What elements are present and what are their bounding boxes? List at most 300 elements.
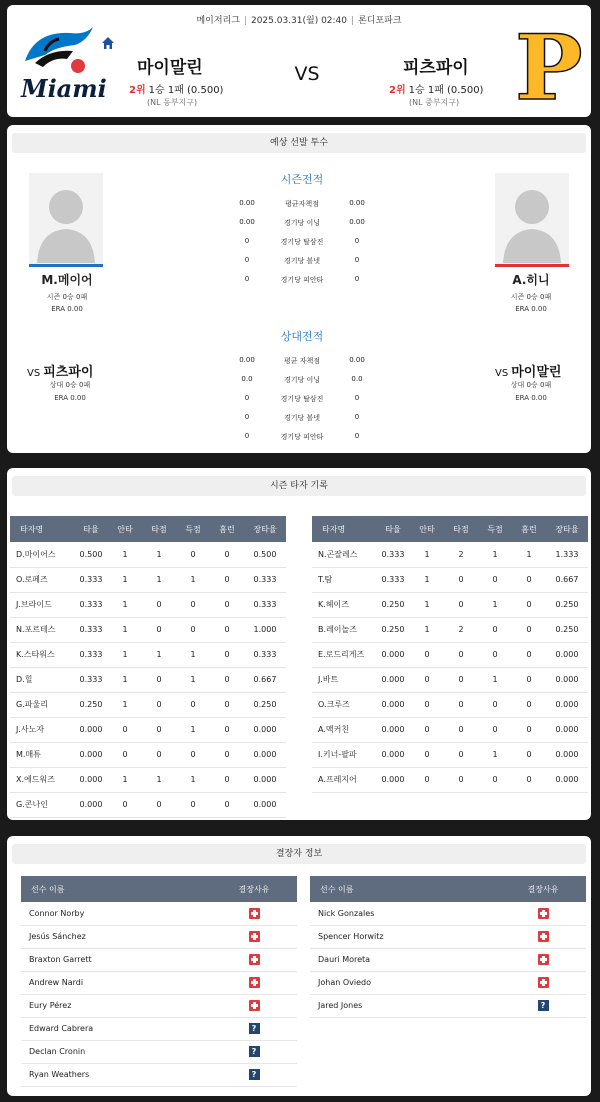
- question-mark-icon: ?: [249, 1069, 260, 1080]
- away-record-text: 1승 1패 (0.500): [408, 85, 484, 96]
- batter-row: [10, 742, 286, 767]
- batter-stat: 0.000: [244, 717, 286, 742]
- batter-stat: 0.000: [546, 692, 588, 717]
- injury-reason-cell: [500, 948, 586, 971]
- batter-stat: 0: [444, 767, 478, 792]
- pitcher-stat-row: [227, 432, 377, 451]
- batter-stat: 0.000: [244, 742, 286, 767]
- batter-stat: 1: [478, 542, 512, 567]
- away-pitcher-vs-era: ERA 0.00: [515, 394, 547, 402]
- batter-stat: 1: [142, 767, 176, 792]
- batter-stat: 0: [444, 692, 478, 717]
- pitcher-stat-row: [227, 413, 377, 432]
- injured-player-name[interactable]: Ryan Weathers: [21, 1063, 211, 1086]
- stadium-label: 론디포파크: [358, 16, 402, 26]
- batter-name[interactable]: N.곤잘레스: [312, 542, 376, 567]
- batter-stat: 1: [142, 642, 176, 667]
- batter-stat: 0: [210, 592, 244, 617]
- batter-stat: 0: [444, 567, 478, 592]
- batter-stat: 0: [176, 617, 210, 642]
- injury-reason-cell: [211, 971, 297, 994]
- pitcher-stat-row: [227, 218, 377, 237]
- column-header[interactable]: 안타: [108, 516, 142, 542]
- league-label: 메이저리그: [196, 16, 240, 26]
- batter-stat: 1: [108, 617, 142, 642]
- batter-stat: 0: [210, 642, 244, 667]
- batter-stat: 0.000: [376, 717, 410, 742]
- batter-stat: 0: [512, 692, 546, 717]
- injury-reason-cell: [500, 971, 586, 994]
- injury-cross-icon: [538, 954, 549, 965]
- batter-stat: 0.250: [376, 592, 410, 617]
- batter-stat: 0: [210, 767, 244, 792]
- batter-name[interactable]: J.바트: [312, 667, 376, 692]
- injury-row: [21, 1017, 297, 1040]
- batter-row: [312, 742, 588, 767]
- injury-row: [21, 1063, 297, 1086]
- injury-header-row: [21, 876, 297, 902]
- batter-name[interactable]: N.포르테스: [10, 617, 74, 642]
- batter-stat: 0: [478, 717, 512, 742]
- batter-stat: 0: [176, 692, 210, 717]
- injury-cross-icon: [249, 977, 260, 988]
- injured-player-name[interactable]: Edward Cabrera: [21, 1017, 211, 1040]
- column-header[interactable]: 타자명: [312, 516, 376, 542]
- batter-stat: 2: [444, 542, 478, 567]
- home-team-record: [129, 81, 223, 96]
- column-header[interactable]: 타율: [74, 516, 108, 542]
- batter-stat: 0: [176, 592, 210, 617]
- home-pitcher-season: 시즌 0승 0패: [46, 293, 88, 301]
- batter-name[interactable]: A.프레지어: [312, 767, 376, 792]
- season-stats-title: 시즌전적: [280, 173, 324, 186]
- batter-stat: 0: [210, 792, 244, 817]
- injured-player-name[interactable]: Eury Pérez: [21, 994, 211, 1017]
- injured-player-name[interactable]: Spencer Horwitz: [310, 925, 500, 948]
- batter-stat: 0.000: [546, 767, 588, 792]
- batter-stat: 1: [108, 542, 142, 567]
- batter-stat: 0.250: [546, 617, 588, 642]
- batter-stat: 0: [176, 742, 210, 767]
- injury-reason-cell: [211, 1017, 297, 1040]
- column-header[interactable]: 타자명: [10, 516, 74, 542]
- column-header: 선수 이름: [21, 876, 211, 902]
- batter-stat: 0.333: [244, 642, 286, 667]
- injury-row: [310, 971, 586, 994]
- away-batters-table: [312, 516, 588, 793]
- injury-reason-cell: [211, 925, 297, 948]
- injured-player-name[interactable]: Braxton Garrett: [21, 948, 211, 971]
- column-header: 결장사유: [500, 876, 586, 902]
- batters-header-row: [10, 516, 286, 542]
- away-stat-value: 0: [354, 432, 360, 440]
- batter-stat: 0: [444, 642, 478, 667]
- batter-row: [312, 642, 588, 667]
- injury-row: [310, 925, 586, 948]
- batter-stat: 0: [512, 567, 546, 592]
- home-injury-table: [21, 876, 297, 1087]
- batter-stat: 0.000: [546, 642, 588, 667]
- pitcher-stat-row: [227, 256, 377, 275]
- batter-row: [10, 617, 286, 642]
- batter-name[interactable]: G.콘나인: [10, 792, 74, 817]
- batter-stat: 0: [176, 542, 210, 567]
- stat-label: 평균 자책점: [283, 357, 321, 365]
- column-header[interactable]: 득점: [176, 516, 210, 542]
- vs-small-label: VS: [495, 368, 509, 379]
- season-batters-section: [7, 468, 591, 820]
- batter-stat: 0.333: [74, 667, 108, 692]
- away-stat-value: 0.00: [349, 356, 365, 364]
- away-stat-value: 0.0: [351, 375, 363, 383]
- injured-player-name[interactable]: Connor Norby: [21, 902, 211, 925]
- batter-stat: 1.333: [546, 542, 588, 567]
- injury-cross-icon: [538, 908, 549, 919]
- batter-name[interactable]: K.헤이즈: [312, 592, 376, 617]
- batter-stat: 0: [142, 717, 176, 742]
- batters-section-title: 시즌 타자 기록: [12, 476, 586, 496]
- home-stat-value: 0.0: [241, 375, 253, 383]
- batter-stat: 0: [512, 767, 546, 792]
- batter-name[interactable]: G.파울리: [10, 692, 74, 717]
- injury-reason-cell: [500, 925, 586, 948]
- batter-stat: 0: [142, 592, 176, 617]
- home-stat-value: 0.00: [239, 218, 255, 226]
- batter-name[interactable]: O.로페즈: [10, 567, 74, 592]
- batter-stat: 0: [410, 642, 444, 667]
- batter-stat: 0: [410, 692, 444, 717]
- batter-stat: 0.000: [376, 742, 410, 767]
- injury-reason-cell: [500, 902, 586, 925]
- away-pitcher-vs-record: 상대 0승 0패: [510, 381, 552, 389]
- injury-row: [310, 994, 586, 1017]
- batter-row: [312, 592, 588, 617]
- batter-stat: 0: [478, 567, 512, 592]
- pitcher-stat-row: [227, 237, 377, 256]
- injured-player-name[interactable]: Nick Gonzales: [310, 902, 500, 925]
- batter-row: [10, 642, 286, 667]
- batter-stat: 0: [210, 567, 244, 592]
- column-header: 결장사유: [211, 876, 297, 902]
- home-pitcher-vs-team: [27, 361, 93, 380]
- batter-stat: 0: [512, 617, 546, 642]
- batter-stat: 0: [478, 642, 512, 667]
- batter-row: [312, 717, 588, 742]
- injury-row: [21, 1040, 297, 1063]
- batter-stat: 0: [108, 792, 142, 817]
- batter-stat: 0.000: [376, 692, 410, 717]
- batter-stat: 0: [444, 717, 478, 742]
- column-header[interactable]: 장타율: [244, 516, 286, 542]
- batter-stat: 0.000: [74, 792, 108, 817]
- injury-row: [21, 902, 297, 925]
- batter-stat: 0.000: [74, 717, 108, 742]
- batter-stat: 1: [410, 567, 444, 592]
- match-datetime: 2025.03.31(월) 02:40: [250, 16, 348, 26]
- batter-stat: 0: [410, 717, 444, 742]
- stat-label: 경기당 볼넷: [283, 257, 321, 265]
- batter-stat: 1: [108, 642, 142, 667]
- batter-stat: 0.333: [74, 567, 108, 592]
- column-header[interactable]: 득점: [478, 516, 512, 542]
- batter-stat: 1: [108, 567, 142, 592]
- batter-name[interactable]: A.맥커친: [312, 717, 376, 742]
- pitchers-section-title: 예상 선발 투수: [12, 133, 586, 153]
- column-header[interactable]: 홈런: [210, 516, 244, 542]
- batter-row: [312, 767, 588, 792]
- batter-name[interactable]: J.사노자: [10, 717, 74, 742]
- injury-reason-cell: [211, 1063, 297, 1086]
- injury-header-row: [310, 876, 586, 902]
- injury-cross-icon: [538, 977, 549, 988]
- batter-stat: 0: [478, 692, 512, 717]
- batter-stat: 0.333: [376, 542, 410, 567]
- injured-player-name[interactable]: Johan Oviedo: [310, 971, 500, 994]
- batter-stat: 0.000: [546, 742, 588, 767]
- home-stat-value: 0: [244, 237, 250, 245]
- away-team-logo: [507, 15, 587, 121]
- batter-stat: 0.000: [244, 792, 286, 817]
- batter-row: [312, 692, 588, 717]
- batter-stat: 0: [108, 717, 142, 742]
- away-pitcher-season: 시즌 0승 0패: [510, 293, 552, 301]
- injury-row: [21, 925, 297, 948]
- injury-row: [310, 902, 586, 925]
- batter-name[interactable]: E.로드리게즈: [312, 642, 376, 667]
- batter-stat: 0: [210, 717, 244, 742]
- batter-name[interactable]: J.브라이드: [10, 592, 74, 617]
- batter-name[interactable]: K.스타워스: [10, 642, 74, 667]
- batter-stat: 0.000: [546, 717, 588, 742]
- batter-stat: 0: [142, 742, 176, 767]
- batter-row: [10, 717, 286, 742]
- injury-reason-cell: [211, 902, 297, 925]
- question-mark-icon: ?: [249, 1046, 260, 1057]
- batter-stat: 0: [512, 667, 546, 692]
- home-vs-team-name: 피츠파이: [43, 365, 94, 380]
- batter-name[interactable]: M.매튜: [10, 742, 74, 767]
- stat-label: 경기당 이닝: [283, 219, 321, 227]
- injury-section-title: 결장자 정보: [12, 844, 586, 864]
- batter-stat: 0: [478, 617, 512, 642]
- home-pitcher-vs-era: ERA 0.00: [54, 394, 86, 402]
- pitcher-stat-row: [227, 375, 377, 394]
- home-stat-value: 0.00: [239, 356, 255, 364]
- batter-stat: 0.000: [74, 767, 108, 792]
- batter-stat: 0: [444, 592, 478, 617]
- batter-stat: 0: [512, 642, 546, 667]
- batter-stat: 0: [410, 767, 444, 792]
- batter-stat: 0: [108, 742, 142, 767]
- batter-stat: 2: [444, 617, 478, 642]
- batter-stat: 0.333: [74, 592, 108, 617]
- injured-player-name[interactable]: Andrew Nardi: [21, 971, 211, 994]
- batter-row: [10, 567, 286, 592]
- away-pitcher-vs-team: [495, 361, 561, 380]
- batter-stat: 0.333: [244, 592, 286, 617]
- versus-stats-title: 상대전적: [280, 330, 324, 343]
- batter-stat: 1: [108, 592, 142, 617]
- stat-label: 경기당 탈삼진: [280, 238, 324, 246]
- column-header[interactable]: 타점: [142, 516, 176, 542]
- batter-stat: 1: [410, 617, 444, 642]
- pitcher-stat-row: [227, 199, 377, 218]
- batter-name[interactable]: I.키너-팔파: [312, 742, 376, 767]
- batter-name[interactable]: D.힐: [10, 667, 74, 692]
- injury-row: [21, 971, 297, 994]
- away-team-record: [389, 81, 483, 96]
- batter-name[interactable]: X.에드워즈: [10, 767, 74, 792]
- batter-row: [10, 667, 286, 692]
- injury-cross-icon: [249, 908, 260, 919]
- injured-player-name[interactable]: Dauri Moreta: [310, 948, 500, 971]
- batter-stat: 1: [142, 567, 176, 592]
- batter-row: [10, 767, 286, 792]
- batter-stat: 0.500: [244, 542, 286, 567]
- home-stat-value: 0: [244, 394, 250, 402]
- batter-stat: 0: [478, 767, 512, 792]
- home-team-rank: 2위: [129, 85, 146, 96]
- injured-player-name[interactable]: Jared Jones: [310, 994, 500, 1017]
- away-stat-value: 0: [354, 394, 360, 402]
- batters-header-row: [312, 516, 588, 542]
- home-team-division: (NL 동부지구): [147, 98, 198, 107]
- injured-player-name[interactable]: Jesús Sánchez: [21, 925, 211, 948]
- batter-stat: 0.000: [376, 767, 410, 792]
- batter-stat: 1: [410, 542, 444, 567]
- batter-stat: 0.667: [546, 567, 588, 592]
- away-stat-value: 0: [354, 275, 360, 283]
- away-logo-text: P: [515, 15, 583, 121]
- away-stat-value: 0: [354, 256, 360, 264]
- injury-cross-icon: [538, 931, 549, 942]
- batter-stat: 0: [142, 792, 176, 817]
- home-icon: [100, 35, 116, 51]
- away-stat-value: 0: [354, 237, 360, 245]
- stat-label: 경기당 이닝: [283, 376, 321, 384]
- away-stat-value: 0.00: [349, 199, 365, 207]
- injury-reason-cell: [211, 1040, 297, 1063]
- home-stat-value: 0: [244, 432, 250, 440]
- away-injury-table: [310, 876, 586, 1018]
- batter-stat: 0: [410, 742, 444, 767]
- vs-label: VS: [294, 63, 320, 85]
- batter-stat: 0: [444, 742, 478, 767]
- injury-cross-icon: [249, 954, 260, 965]
- batter-stat: 0.333: [376, 567, 410, 592]
- injured-player-name[interactable]: Declan Cronin: [21, 1040, 211, 1063]
- batter-name[interactable]: O.크루즈: [312, 692, 376, 717]
- batter-stat: 0: [210, 667, 244, 692]
- batter-stat: 0.000: [74, 742, 108, 767]
- injury-cross-icon: [249, 931, 260, 942]
- stat-label: 경기당 피안타: [280, 276, 324, 284]
- home-stat-value: 0: [244, 413, 250, 421]
- column-header[interactable]: 장타율: [546, 516, 588, 542]
- batter-stat: 0.000: [376, 667, 410, 692]
- stat-label: 평균자책점: [285, 200, 319, 208]
- away-pitcher-name[interactable]: A.히니: [512, 273, 550, 287]
- away-team-division: (NL 중부지구): [409, 98, 460, 107]
- batter-stat: 0.000: [244, 767, 286, 792]
- away-team-rank: 2위: [389, 85, 406, 96]
- batter-stat: 0: [210, 742, 244, 767]
- vs-small-label: VS: [27, 368, 41, 379]
- batter-stat: 0.333: [74, 642, 108, 667]
- batter-stat: 1: [478, 667, 512, 692]
- stat-label: 경기당 피안타: [280, 433, 324, 441]
- batter-stat: 1: [478, 742, 512, 767]
- batter-stat: 0: [444, 667, 478, 692]
- pitcher-stat-row: [227, 275, 377, 294]
- batter-stat: 0.250: [74, 692, 108, 717]
- home-pitcher-accent: [29, 264, 103, 267]
- batter-stat: 0: [142, 617, 176, 642]
- home-batters-table: [10, 516, 286, 818]
- batter-name[interactable]: B.레이놀즈: [312, 617, 376, 642]
- home-pitcher-vs-record: 상대 0승 0패: [49, 381, 91, 389]
- batter-stat: 1: [108, 667, 142, 692]
- injury-cross-icon: [249, 1000, 260, 1011]
- column-header: 선수 이름: [310, 876, 500, 902]
- batter-stat: 1: [478, 592, 512, 617]
- batter-stat: 0: [410, 667, 444, 692]
- injury-reason-cell: [500, 994, 586, 1017]
- column-header[interactable]: 안타: [410, 516, 444, 542]
- home-team-logo: [15, 21, 107, 103]
- home-pitcher-name[interactable]: M.메이어: [41, 273, 93, 287]
- batter-name[interactable]: D.마이어스: [10, 542, 74, 567]
- batter-stat: 0: [142, 692, 176, 717]
- batter-stat: 0: [210, 617, 244, 642]
- batter-stat: 0.000: [546, 667, 588, 692]
- batter-name[interactable]: T.탐: [312, 567, 376, 592]
- away-stat-value: 0: [354, 413, 360, 421]
- injury-section: [7, 836, 591, 1096]
- batter-row: [312, 617, 588, 642]
- batter-stat: 1: [176, 667, 210, 692]
- home-record-text: 1승 1패 (0.500): [148, 85, 224, 96]
- home-stat-value: 0: [244, 275, 250, 283]
- home-team-name[interactable]: 마이말린: [137, 58, 203, 78]
- batter-stat: 0: [176, 792, 210, 817]
- batter-stat: 0.500: [74, 542, 108, 567]
- home-pitcher-era: ERA 0.00: [51, 305, 83, 313]
- batter-stat: 1: [108, 767, 142, 792]
- question-mark-icon: ?: [249, 1023, 260, 1034]
- stat-label: 경기당 볼넷: [283, 414, 321, 422]
- away-vs-team-name: 마이말린: [511, 365, 562, 380]
- away-team-name[interactable]: 피츠파이: [403, 58, 469, 78]
- batter-row: [10, 792, 286, 817]
- batter-stat: 0.333: [244, 567, 286, 592]
- away-stat-value: 0.00: [349, 218, 365, 226]
- batter-stat: 0.250: [376, 617, 410, 642]
- column-header[interactable]: 타율: [376, 516, 410, 542]
- batter-row: [10, 542, 286, 567]
- home-stat-value: 0: [244, 256, 250, 264]
- batter-stat: 0: [512, 592, 546, 617]
- batter-stat: 0: [512, 717, 546, 742]
- batter-stat: 1: [512, 542, 546, 567]
- batter-row: [10, 592, 286, 617]
- batter-stat: 0: [512, 742, 546, 767]
- column-header[interactable]: 홈런: [512, 516, 546, 542]
- batter-stat: 0.667: [244, 667, 286, 692]
- column-header[interactable]: 타점: [444, 516, 478, 542]
- batter-stat: 1: [108, 692, 142, 717]
- starting-pitchers-section: [7, 125, 591, 453]
